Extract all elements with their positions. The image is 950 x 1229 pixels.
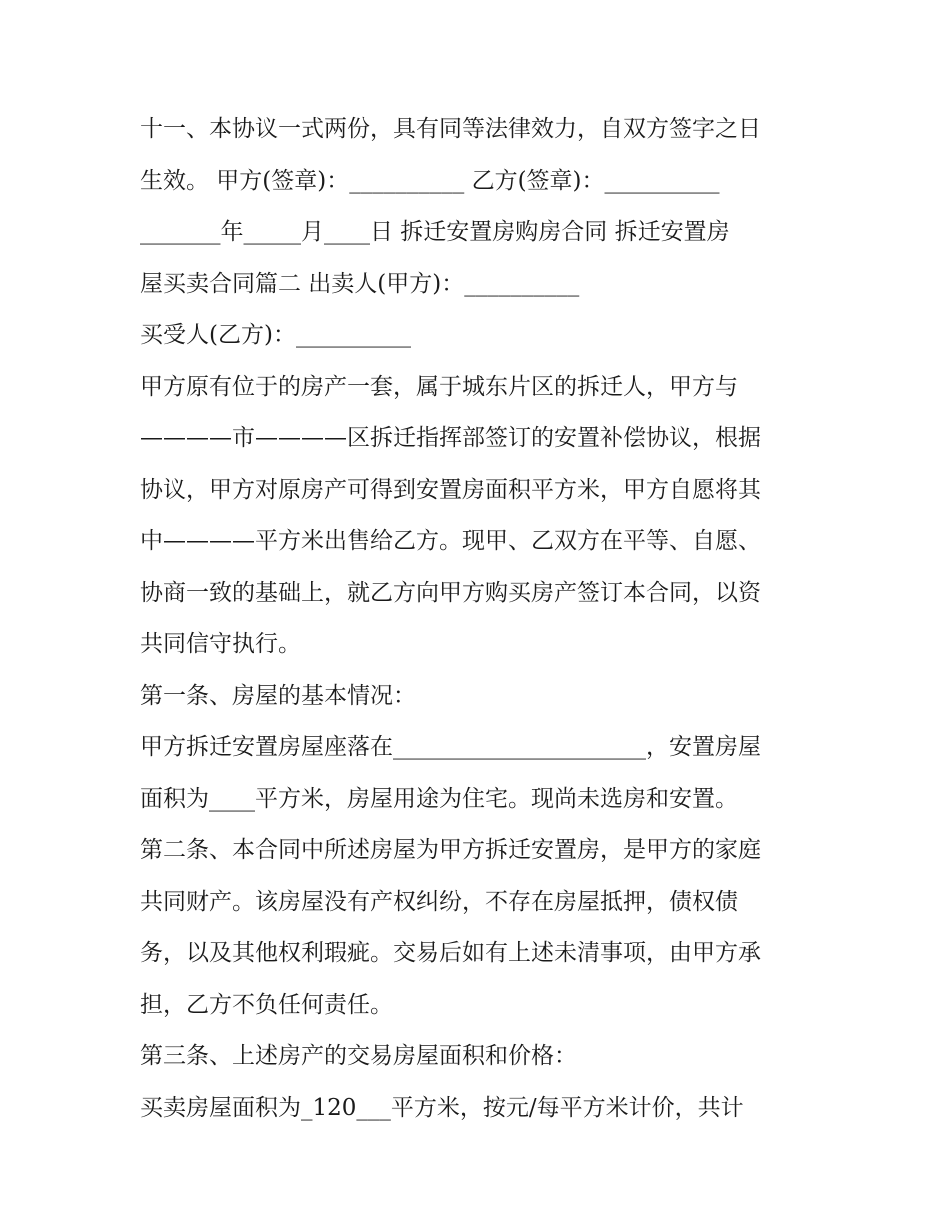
text-line: 务，以及其他权利瑕疵。交易后如有上述未清事项，由甲方承	[140, 940, 761, 966]
text-line: _______年_____月____日 拆迁安置房购房合同 拆迁安置房	[140, 219, 730, 245]
text-line: 第二条、本合同中所述房屋为甲方拆迁安置房，是甲方的家庭	[140, 837, 761, 863]
text-line: 十一、本协议一式两份，具有同等法律效力，自双方签字之日	[140, 116, 761, 142]
text-line: 共同信守执行。	[140, 631, 301, 657]
section-heading: 第一条、房屋的基本情况：	[140, 682, 416, 709]
text-line: 担，乙方不负任何责任。	[140, 991, 393, 1018]
text-line: 协议，甲方对原房产可得到安置房面积平方米，甲方自愿将其	[140, 476, 761, 503]
text-line: 甲方原有位于的房产一套，属于城东片区的拆迁人，甲方与	[140, 373, 738, 400]
text-line: 生效。 甲方(签章)：__________ 乙方(签章)：__________	[140, 167, 720, 194]
section-heading: 第三条、上述房产的交易房屋面积和价格：	[140, 1043, 577, 1069]
document-body	[140, 104, 830, 1134]
text-line: 甲方拆迁安置房屋座落在______________________，安置房屋	[140, 734, 761, 760]
text-line: 面积为____平方米，房屋用途为住宅。现尚未选房和安置。	[140, 785, 738, 812]
text-line: 买卖房屋面积为_120___平方米，按元/每平方米计价，共计	[140, 1094, 744, 1121]
text-line: 中————平方米出售给乙方。现甲、乙双方在平等、自愿、	[140, 528, 761, 554]
text-line: 共同财产。该房屋没有产权纠纷，不存在房屋抵押，债权债	[140, 888, 738, 915]
text-line: 协商一致的基础上，就乙方向甲方购买房产签订本合同，以资	[140, 579, 761, 606]
text-line: 屋买卖合同篇二 出卖人(甲方)：__________	[140, 270, 580, 297]
text-line: ————市————区拆迁指挥部签订的安置补偿协议，根据	[140, 425, 761, 451]
text-line: 买受人(乙方)：__________	[140, 322, 411, 348]
